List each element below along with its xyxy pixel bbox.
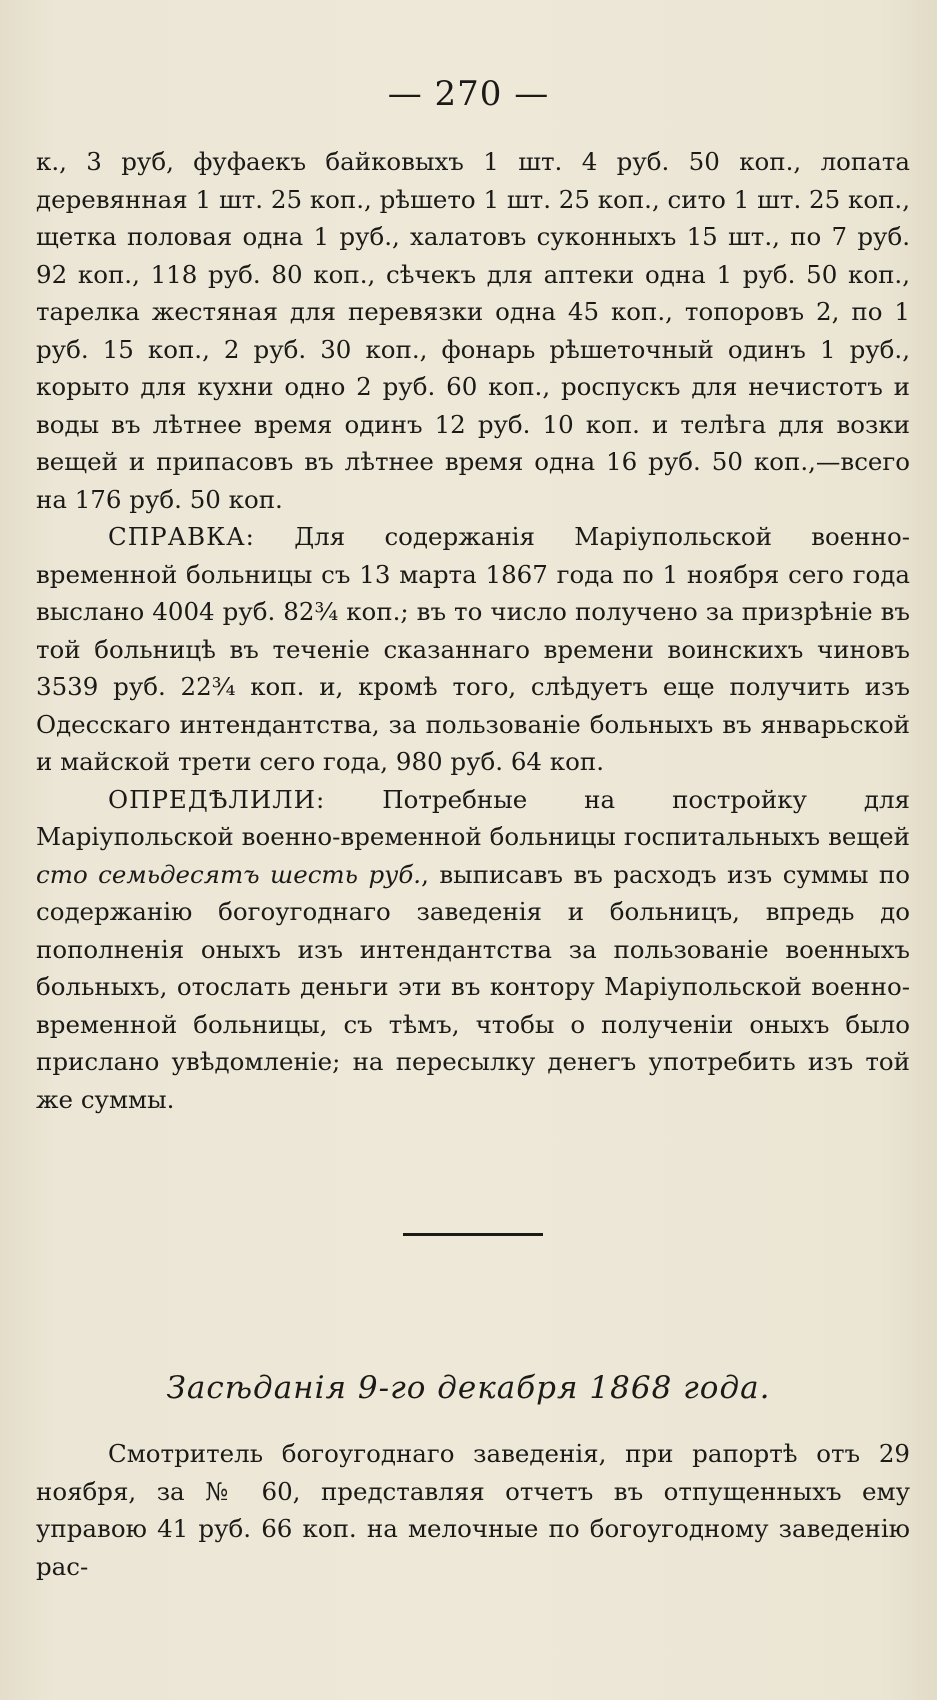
paragraph-items-list: к., 3 руб, фуфаекъ байковыхъ 1 шт. 4 руб. 50 коп., лопата деревянная 1 шт. 25 коп., рѣшето 1 шт. 25 коп., сито 1 шт. 25 коп., щетка половая одна 1 руб., халатовъ суконныхъ 15 шт., по 7 руб. 92 коп., 118 руб. 80 коп., сѣчекъ для аптеки одна 1 руб. 50 коп., тарелка жестяная для перевязки одна 45 коп., топоровъ 2, по 1 руб. 15 коп., 2 руб. 30 коп., фонарь рѣшеточный одинъ 1 руб., корыто для кухни одно 2 руб. 60 коп., роспускъ для нечистотъ и воды въ лѣтнее время одинъ 12 руб. 10 коп. и телѣга для возки вещей и припасовъ въ лѣтнее время одна 16 руб. 50 коп.,—всего на 176 руб. 50 коп. — [36, 147, 910, 514]
spravka-text: Для содержанія Маріупольской военно-временной больницы съ 13 марта 1867 года по 1 ноября сего года выслано 4004 руб. 82¾ коп.; въ то число получено за призрѣніе въ той больницѣ въ теченіе сказаннаго времени воинскихъ чиновъ 3539 руб. 22¾ коп. и, кромѣ того, слѣдуетъ еще получить изъ Одесскаго интендантства, за пользованіе больныхъ въ январьской и майской трети сего года, 980 руб. 64 коп. — [36, 522, 910, 776]
second-text-block — [36, 1435, 910, 1585]
paragraph-spravka — [36, 518, 910, 781]
opredelili-lead: ОПРЕДѢЛИЛИ: — [108, 784, 326, 814]
section-divider — [403, 1233, 543, 1236]
page-number: — 270 — — [387, 74, 550, 114]
opredelili-text-1: Потребные на постройку для Маріупольской военно-временной больницы госпитальныхъ вещей — [36, 784, 910, 851]
opredelili-amount-italic: сто семьдесятъ шесть руб. — [36, 859, 422, 889]
paragraph-smotritel: Смотритель богоугоднаго заведенія, при рапортѣ отъ 29 ноября, за № 60, представляя отчетъ въ отпущенныхъ ему управою 41 руб. 66 коп. на мелочные по богоугодному заведенію рас- — [36, 1439, 910, 1581]
main-text-block — [36, 143, 910, 1118]
paragraph-opredelili — [36, 781, 910, 1119]
section-heading: Засѣданія 9-го декабря 1868 года. — [166, 1370, 771, 1406]
opredelili-text-2: , выписавъ въ расходъ изъ суммы по содержанію богоугоднаго заведенія и больницъ, впредь до пополненія оныхъ изъ интендантства за пользованіе военныхъ больныхъ, отослать деньги эти въ контору Маріупольской военно-временной больницы, съ тѣмъ, чтобы о полученіи оныхъ было прислано увѣдомленіе; на пересылку денегъ употребить изъ той же суммы. — [36, 859, 911, 1114]
spravka-lead: СПРАВКА: — [108, 522, 255, 551]
